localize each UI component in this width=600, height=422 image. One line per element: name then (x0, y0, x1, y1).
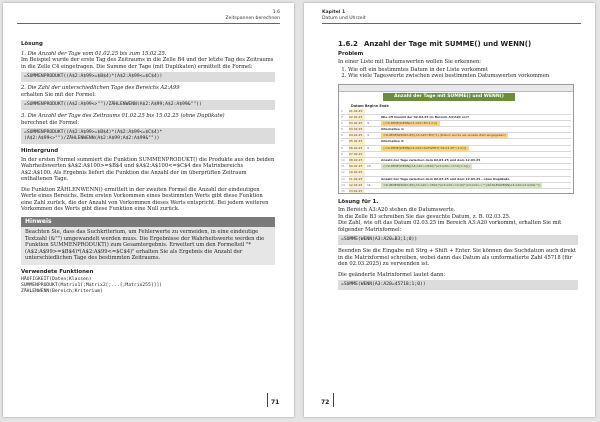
spreadsheet-banner: Anzahl der Tage mit SUMME() und WENN() (383, 93, 515, 101)
question-2-text: erhalten Sie mit der Formel: (21, 91, 96, 98)
question-3-text: berechnet die Formel: (21, 119, 80, 126)
spreadsheet-toolbar (339, 85, 573, 92)
right-content (338, 41, 578, 293)
cell-formula: {=SUMME(WENN((A3:A20>=B10)*(A3:A20<=C10);1;0))} (383, 164, 471, 169)
spreadsheet-rows (341, 109, 571, 194)
row-number: 2 (341, 108, 343, 113)
hint-box (21, 217, 275, 265)
problem-item-1: 1. Wie oft ein bestimmtes Datum in der Liste vorkommt (348, 67, 578, 74)
solution-heading: Lösung (21, 41, 43, 47)
cell-result: 3 (367, 120, 369, 125)
row-number: 5 (341, 127, 343, 132)
row-number: 9 (341, 151, 343, 156)
cell-date: 03.02.25 (349, 127, 365, 132)
row-number: 13 (341, 176, 345, 181)
cell-result: 15 (367, 164, 371, 169)
left-header-rule (17, 23, 280, 24)
formula-1: =SUMMENPRODUKT((A$2:A$99>=$B$4)*(A$2:A$99<=$C$4)) (21, 72, 275, 82)
cell-date: 10.02.25 (349, 170, 365, 175)
row-number: 6 (341, 133, 343, 138)
left-content (21, 41, 275, 295)
solution-paragraph-1: Im Bereich A3:A20 stehen die Datumswerte. (338, 207, 456, 213)
cell-date: 03.02.25 (349, 121, 365, 126)
spreadsheet-figure (338, 84, 574, 194)
right-header-rule (322, 23, 581, 24)
solution-paragraph-2: In die Zelle B3 schreiben Sie das gesuchte Datum, z. B. 02.03.25. (338, 213, 511, 220)
cell-date: 01.02.25 (349, 109, 365, 114)
row-number: 8 (341, 145, 343, 150)
solution-paragraph-5: Die geänderte Matrixformel lautet dann: (338, 271, 446, 278)
section-title-text: Anzahl der Tage mit SUMME() und WENN() (363, 40, 532, 48)
question-3: 3. Die Anzahl der Tage des Zeitraums 01.02.25 bis 15.02.25 (ohne Duplikate) (21, 113, 225, 119)
left-header-number: 1.6 (272, 10, 280, 15)
cell-formula: Wie oft kommt der 02.03.25 im Bereich A3:A20 vor? (381, 114, 469, 119)
problem-item-2: 2. Wie viele Tageswerte zwischen zwei bestimmten Datumswerten vorkommen (348, 73, 578, 80)
right-page-number: 72 (321, 399, 330, 406)
cell-date: 06.02.25 (349, 146, 365, 151)
hint-title: Hinweis (21, 217, 275, 228)
cell-date: 09.02.25 (349, 164, 365, 169)
background-heading: Hintergrund (21, 148, 59, 154)
solution-formula-1: =SUMME(WENN(A3:A20=B3;1;0)) (338, 235, 578, 245)
solution-formula-2: =SUMME(WENN(A3:A20=45718;1;0)) (338, 280, 578, 290)
background-paragraph-2: Die Funktion ZÄHLENWENN() ermittelt in der zweiten Formel die Anzahl der eindeutigen Werte eines Bereichs. Beim ersten Vorkommen eines bestimmten Werts gibt diese Funktion eine Zahl zurück, die der Anzahl von Vorkommen dieses Werts entspricht. Bei jedem weiteren Vorkommen des Werts gibt diese Funktion eine Null zurück. (21, 186, 269, 212)
question-2: 2. Die Zahl der unterschiedlichen Tage des Bereichs A2:A99 (21, 85, 180, 91)
cell-result: 3 (367, 145, 369, 150)
spreadsheet-column-headers: Datum Beginn Ende (351, 103, 389, 108)
cell-formula: {=SUMME(WENN(A3:A20=DATWERT("02.03.25");1;0))} (383, 145, 467, 150)
functions-list: HÄUFIGKEIT(Daten;Klassen) SUMMENPRODUKT(Matrix1[;Matrix2[;...[;Matrix255]]]) ZÄHLENWENN(Bereich;Kriterium) (21, 277, 163, 294)
solution-1-heading: Lösung für 1. (338, 198, 379, 205)
background-paragraph-1: In der ersten Formel summiert die Funktion SUMMENPRODUKT() die Produkte aus den beiden Wahrheitswerten $A$2:A$100>=$B$4 und $A$2:A$100<=$C$4 des Matrixbereichs A$2:A$100. Als Ergebnis liefert die Funktion die Anzahl der im überprüften Zeitraum enthaltenen Tage. (21, 156, 275, 182)
row-number: 14 (341, 182, 345, 187)
question-1: 1. Die Anzahl der Tage vom 01.02.25 bis zum 15.02.25. (21, 50, 167, 57)
cell-result: 3 (367, 133, 369, 138)
cell-formula: Alternative 2: (381, 139, 405, 144)
cell-formula: =SUMMENPRODUKT((A3:A20>=B10)*(A3:A20<=C10)*(A3:A20<>"")/ZÄHLENWENN(A3:A20;A3:A20&"")) (383, 182, 541, 187)
right-header-title: Datum und Uhrzeit (322, 15, 366, 21)
functions-heading: Verwendete Funktionen (21, 268, 94, 275)
problem-list (338, 67, 578, 80)
cell-date: 12.02.25 (349, 183, 365, 188)
row-number: 3 (341, 114, 343, 119)
cell-date: 13.02.25 (349, 189, 365, 194)
formula-2: =SUMMENPRODUKT((A$2:A$99<>"")/ZÄHLENWENN(A$2:A$99;A$2:A$99&"")) (21, 100, 275, 110)
left-page (3, 3, 294, 417)
cell-formula: Anzahl der Tage zwischen dem 02.03.25 und dem 12.03.25 - ohne Duplikate (381, 176, 510, 181)
right-running-header (322, 10, 366, 21)
solution-paragraph-4: Beenden Sie die Eingabe mit Strg + Shift + Enter. Sie können das Suchdatum auch direkt in die Matrixformel schreiben, wobei dann das Datum als umformatierte Zahl 45718 (für den 02.03.2025) zu verwenden ist. (338, 248, 576, 267)
problem-text: In einer Liste mit Datumswerten wollen Sie erkennen: (338, 59, 482, 65)
cell-date: 02.02.25 (349, 115, 365, 120)
formula-3: =SUMMENPRODUKT((A$2:A$99>=$B$4)*(A$2:A$99<=$C$4)* (A$2:A$99<>"")/ZÄHLENWENN(A$2:A$99;A$2:A$99&"")) (21, 128, 275, 144)
right-page-marker (333, 393, 334, 407)
right-header-chapter: Kapitel 1 (322, 10, 346, 15)
cell-formula: Anzahl der Tage zwischen dem 02.03.25 und dem 12.03.25 (381, 158, 481, 162)
row-number: 7 (341, 139, 343, 144)
left-header-title: Zeitspannen berechnen (225, 15, 280, 21)
section-number: 1.6.2 (338, 40, 358, 48)
left-page-number: 71 (271, 399, 280, 406)
row-number: 4 (341, 120, 343, 125)
right-page (304, 3, 595, 417)
cell-formula: =SUMMENPRODUKT((A3:A20=B3)*1) (Datum wurde als serielle Zahl eingegeben) (383, 133, 506, 138)
row-number: 15 (341, 188, 345, 193)
spreadsheet-row (341, 189, 571, 194)
cell-date: 07.02.25 (349, 152, 365, 157)
row-number: 10 (341, 158, 345, 162)
cell-formula: Alternative 1: (381, 127, 405, 132)
solution-paragraph-3: Die Zahl, wie oft das Datum 02.03.25 im Bereich A3:A20 vorkommt, erhalten Sie mit folgender Matrixformel: (338, 220, 562, 233)
cell-formula: {=SUMME(WENN(A3:A20=B3;1;0))} (383, 120, 438, 125)
cell-date: 08.02.25 (349, 158, 365, 163)
cell-date: 11.02.25 (349, 177, 365, 182)
cell-date: 04.02.25 (349, 133, 365, 138)
hint-text: Beachten Sie, dass das Suchkriterium, um Fehlerwerte zu vermeiden, in eine eindeutige Textzahl (&"") umgewandelt werden muss. Die Ergebnisse der Wahrheitswerte werden die Funktion SUMMENPRODUKT() zum Gesamtergebnis. Erweitert um den Formelteil "*(A$2:A$99>=$B$4)*(A$2:A$99<=$C$4)" erhalten Sie als Ergebnis die Anzahl der unterschiedlichen Tage des bestimmten Zeitraums. (25, 229, 265, 261)
section-title (338, 41, 578, 48)
problem-heading: Problem (338, 50, 364, 57)
cell-result: 11 (367, 182, 371, 187)
row-number: 11 (341, 164, 345, 169)
left-running-header (225, 10, 280, 21)
cell-date: 05.02.25 (349, 139, 365, 144)
question-1-text: Im Beispiel wurde der erste Tag des Zeitraums in die Zelle B4 und der letzte Tag des Zeitraums in die Zelle C4 eingetragen. Die Summe der Tage (mit Duplikaten) ermittelt die Formel: (21, 57, 274, 70)
row-number: 12 (341, 170, 345, 175)
left-page-marker (267, 393, 268, 407)
